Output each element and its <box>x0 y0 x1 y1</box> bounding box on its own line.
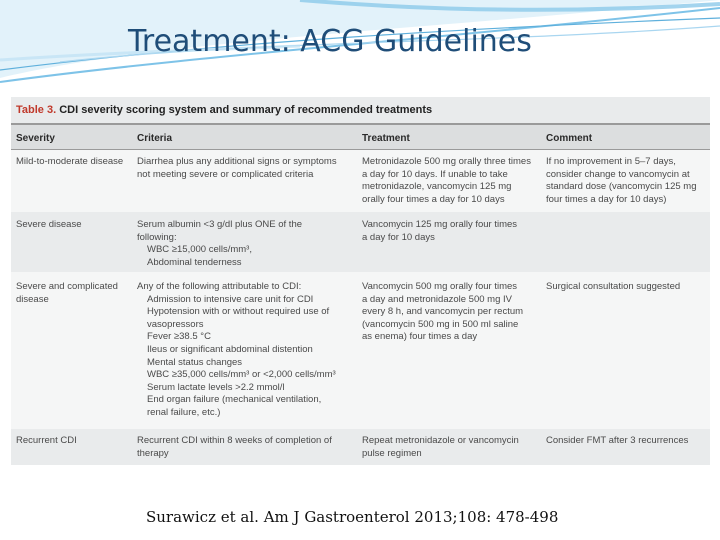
table-caption-text: CDI severity scoring system and summary of recommended treatments <box>59 104 433 116</box>
table-caption-number: Table 3. <box>16 104 57 116</box>
row1-criteria: Diarrhea plus any additional signs or symptoms not meeting severe or complicated criteria <box>137 156 337 180</box>
row1-severity: Mild-to-moderate disease <box>16 156 124 167</box>
row3-treatment: Vancomycin 500 mg orally four times a day and metronidazole 500 mg IV every 8 h, and vancomycin per rectum (vancomycin 500 mg in 500 ml saline as enema) four times a day <box>362 281 524 343</box>
row2-treatment: Vancomycin 125 mg orally four times a day for 10 days <box>362 219 518 243</box>
row1-comment: If no improvement in 5–7 days, consider change to vancomycin at standard dose (vancomycin 125 mg four times a day for 10 days) <box>546 156 697 205</box>
header-criteria: Criteria <box>137 133 173 144</box>
table-caption <box>16 104 432 116</box>
row3-severity: Severe and complicated disease <box>16 281 118 305</box>
table-header-row <box>11 125 710 149</box>
row3-comment: Surgical consultation suggested <box>546 281 681 292</box>
row1-treatment: Metronidazole 500 mg orally three times a day for 10 days. If unable to take metronidazole, vancomycin 125 mg orally four times a day for 10 days <box>362 156 531 205</box>
header-treatment: Treatment <box>362 133 410 144</box>
row3-criteria: Any of the following attributable to CDI: Admission to intensive care unit for CDI Hypotension with or without required use of vasopressors Fever ≥38.5 °C Ileus or significant abdominal distention Mental status changes WBC ≥35,000 cells/mm³ or <2,000 cells/mm³ Serum lactate levels >2.2 mmol/l End organ failure (mechanical ventilation, renal failure, etc.) <box>137 281 336 418</box>
row2-criteria: Serum albumin <3 g/dl plus ONE of the following: WBC ≥15,000 cells/mm³, Abdominal tenderness <box>137 219 303 268</box>
row4-criteria: Recurrent CDI within 8 weeks of completion of therapy <box>137 435 332 459</box>
row2-severity: Severe disease <box>16 219 82 230</box>
header-comment: Comment <box>546 133 593 144</box>
header-severity: Severity <box>16 133 55 144</box>
row4-treatment: Repeat metronidazole or vancomycin pulse regimen <box>362 435 519 459</box>
table-row <box>11 212 710 272</box>
row4-severity: Recurrent CDI <box>16 435 77 446</box>
citation: Surawicz et al. Am J Gastroenterol 2013;108: 478-498 <box>146 508 559 526</box>
slide-title: Treatment: ACG Guidelines <box>128 24 532 59</box>
row4-comment: Consider FMT after 3 recurrences <box>546 435 689 446</box>
cdi-severity-table <box>11 97 710 465</box>
